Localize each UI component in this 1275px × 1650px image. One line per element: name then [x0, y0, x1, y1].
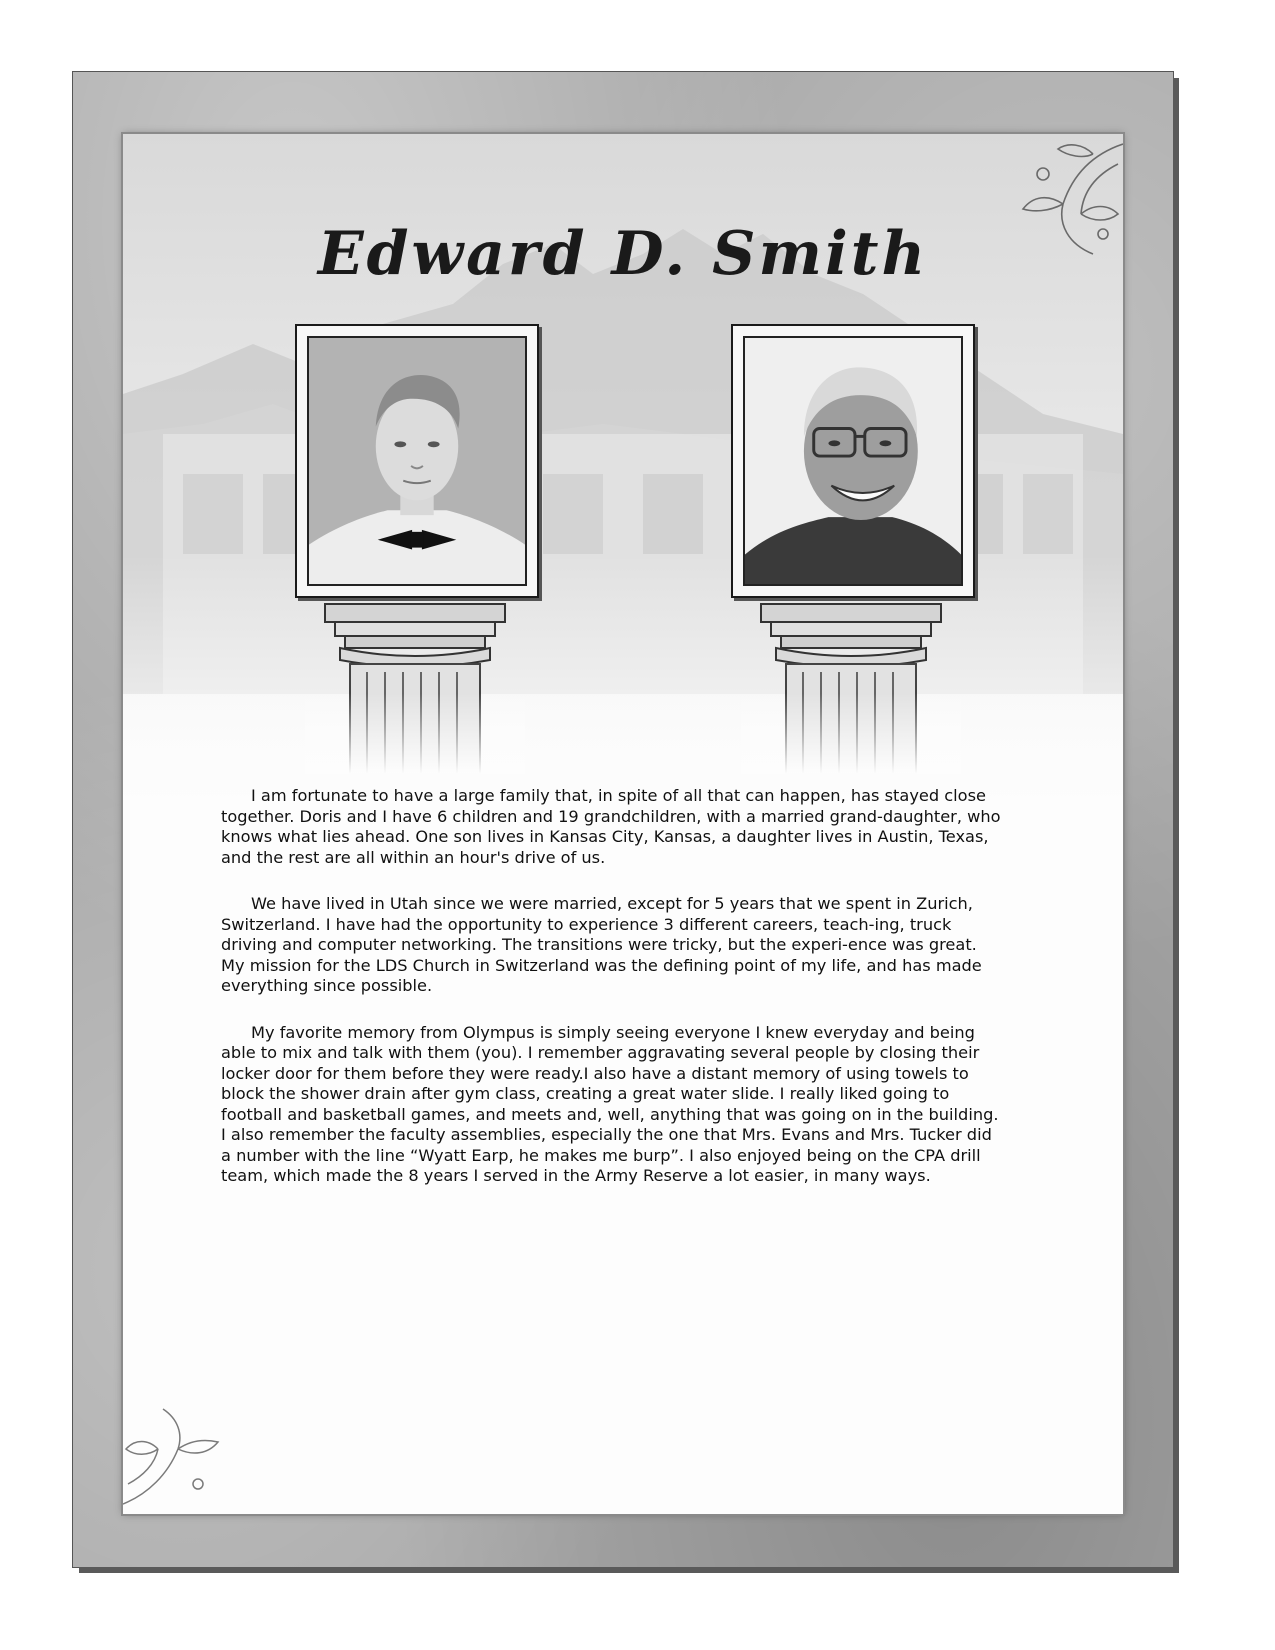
pillar-right	[741, 594, 961, 774]
current-portrait	[743, 336, 963, 586]
bio-paragraph-memories: My favorite memory from Olympus is simply seeing everyone I knew everyday and being able to mix and talk with them (you). I remember aggravating several people by closing their locker door for them before they were ready.I also have a distant memory of using towels to block the shower drain after gym class, creating a great water slide. I really liked going to football and basketball games, and meets and, well, anything that was going on in the building. I also remember the faculty assemblies, especially the one that Mrs. Evans and Mrs. Tucker did a number with the line “Wyatt Earp, he makes me burp”. I also enjoyed being on the CPA drill team, which made the 8 years I served in the Army Reserve a lot easier, in many ways.	[221, 1022, 999, 1185]
page-border-frame	[73, 72, 1173, 1567]
pillar-left	[305, 594, 525, 774]
current-portrait-frame	[731, 324, 975, 598]
page-title: Edward D. Smith	[317, 219, 929, 289]
young-portrait	[307, 336, 527, 586]
bio-paragraph-career: We have lived in Utah since we were married, except for 5 years that we spent in Zurich, Switzerland. I have had the opportunity to experience 3 different careers, teach-ing, truck driving and computer networking. The transitions were tricky, but the experi-ence was great. My mission for the LDS Church in Switzerland was the defining point of my life, and has made everything since possible.	[221, 894, 982, 995]
young-portrait-frame	[295, 324, 539, 598]
page-panel	[123, 134, 1123, 1514]
biography	[221, 786, 1001, 1213]
bio-paragraph-family: I am fortunate to have a large family that, in spite of all that can happen, has stayed close together. Doris and I have 6 children and 19 grandchildren, with a married grand-daughter, who knows what lies ahead. One son lives in Kansas City, Kansas, a daughter lives in Austin, Texas, and the rest are all within an hour's drive of us.	[221, 786, 1001, 867]
corner-flourish-bottom-left	[123, 1404, 233, 1514]
